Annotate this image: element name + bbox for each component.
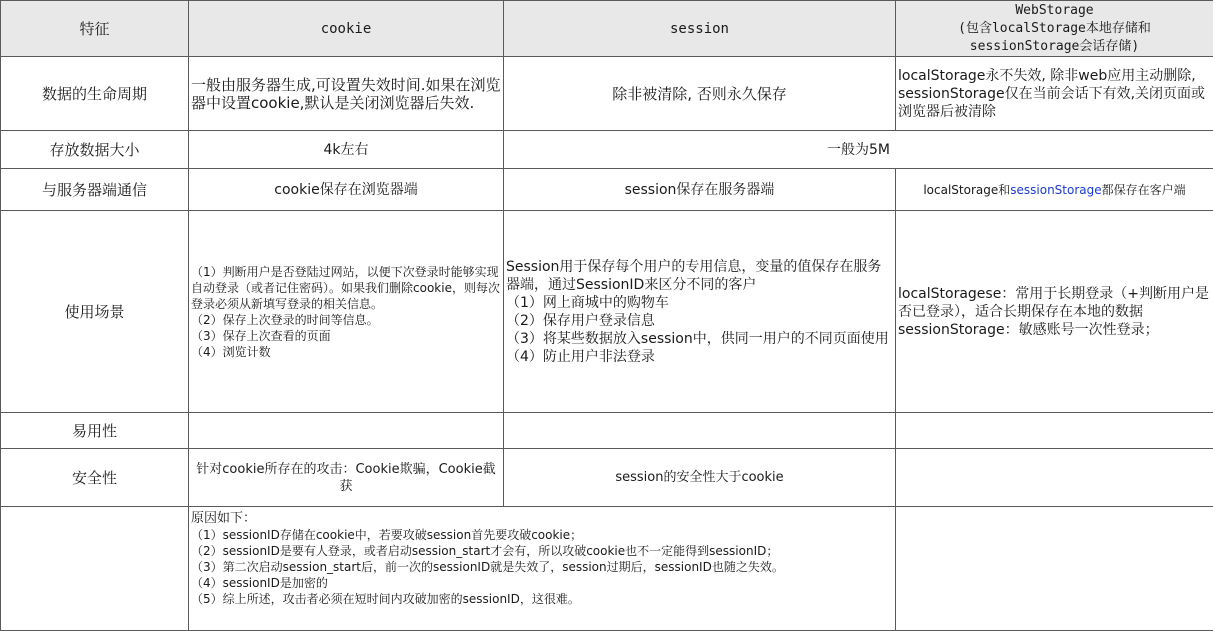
header-webstorage-sub1: (包含localStorage本地存储和 (898, 20, 1211, 38)
server-ws-part3: 都保存在客户端 (1102, 183, 1186, 197)
security-webstorage (896, 449, 1213, 507)
reasons-label-empty (1, 507, 189, 631)
label-usage: 使用场景 (1, 211, 189, 413)
security-cookie: 针对cookie所存在的攻击：Cookie欺骗，Cookie截获 (189, 449, 504, 507)
header-webstorage-sub2: sessionStorage会话存储) (898, 38, 1211, 56)
row-server (1, 169, 1213, 211)
lifecycle-cookie: 一般由服务器生成,可设置失效时间.如果在浏览器中设置cookie,默认是关闭浏览器后失效. (189, 57, 504, 131)
reasons-title: 原因如下： (191, 511, 893, 527)
row-security (1, 449, 1213, 507)
usage-session-1: （1）网上商城中的购物车 (506, 294, 893, 312)
header-row (1, 1, 1213, 57)
header-session: session (504, 1, 896, 57)
usage-cookie (189, 211, 504, 413)
usability-webstorage (896, 413, 1213, 449)
usage-webstorage (896, 211, 1213, 413)
usability-cookie (189, 413, 504, 449)
label-size: 存放数据大小 (1, 131, 189, 169)
header-cookie: cookie (189, 1, 504, 57)
usage-ws-1: localStoragese：常用于长期登录（+判断用户是否已登录），适合长期保存在本地的数据 (898, 285, 1211, 321)
size-shared: 一般为5M (504, 131, 1213, 169)
row-size (1, 131, 1213, 169)
usability-session (504, 413, 896, 449)
label-usability: 易用性 (1, 413, 189, 449)
usage-ws-2: sessionStorage：敏感账号一次性登录； (898, 321, 1211, 339)
usage-session-intro: Session用于保存每个用户的专用信息，变量的值保存在服务器端，通过SessionID来区分不同的客户 (506, 258, 893, 294)
server-ws-part1: localStorage和 (923, 183, 1010, 197)
size-cookie: 4k左右 (189, 131, 504, 169)
server-cookie: cookie保存在浏览器端 (189, 169, 504, 211)
header-webstorage-title: WebStorage (898, 2, 1211, 20)
usage-session (504, 211, 896, 413)
lifecycle-webstorage: localStorage永不失效, 除非web应用主动删除, sessionStorage仅在当前会话下有效,关闭页面或浏览器后被清除 (896, 57, 1213, 131)
usage-session-3: （3）将某些数据放入session中，供同一用户的不同页面使用 (506, 330, 893, 348)
row-lifecycle (1, 57, 1213, 131)
security-session: session的安全性大于cookie (504, 449, 896, 507)
reasons-webstorage-empty (896, 507, 1213, 631)
label-lifecycle: 数据的生命周期 (1, 57, 189, 131)
header-feature: 特征 (1, 1, 189, 57)
header-webstorage (896, 1, 1213, 57)
usage-cookie-3: （3）保存上次查看的页面 (191, 328, 501, 344)
server-session: session保存在服务器端 (504, 169, 896, 211)
usage-session-2: （2）保存用户登录信息 (506, 312, 893, 330)
reasons-item-4: （4）sessionID是加密的 (191, 575, 893, 591)
reasons-item-1: （1）sessionID存储在cookie中，若要攻破session首先要攻破cookie； (191, 527, 893, 543)
server-webstorage (896, 169, 1213, 211)
reasons-item-2: （2）sessionID是要有人登录，或者启动session_start才会有，所以攻破cookie也不一定能得到sessionID； (191, 543, 893, 559)
usage-cookie-4: （4）浏览计数 (191, 344, 501, 360)
row-usage (1, 211, 1213, 413)
reasons-content (189, 507, 896, 631)
row-usability (1, 413, 1213, 449)
usage-session-4: （4）防止用户非法登录 (506, 348, 893, 366)
reasons-item-5: （5）综上所述，攻击者必须在短时间内攻破加密的sessionID，这很难。 (191, 591, 893, 607)
reasons-item-3: （3）第二次启动session_start后，前一次的sessionID就是失效了，session过期后，sessionID也随之失效。 (191, 559, 893, 575)
usage-cookie-1: （1）判断用户是否登陆过网站，以便下次登录时能够实现自动登录（或者记住密码）。如果我们删除cookie，则每次登录必须从新填写登录的相关信息。 (191, 264, 501, 312)
server-ws-link: sessionStorage (1010, 183, 1101, 197)
label-server: 与服务器端通信 (1, 169, 189, 211)
row-reasons (1, 507, 1213, 631)
usage-cookie-2: （2）保存上次登录的时间等信息。 (191, 312, 501, 328)
label-security: 安全性 (1, 449, 189, 507)
lifecycle-session: 除非被清除, 否则永久保存 (504, 57, 896, 131)
